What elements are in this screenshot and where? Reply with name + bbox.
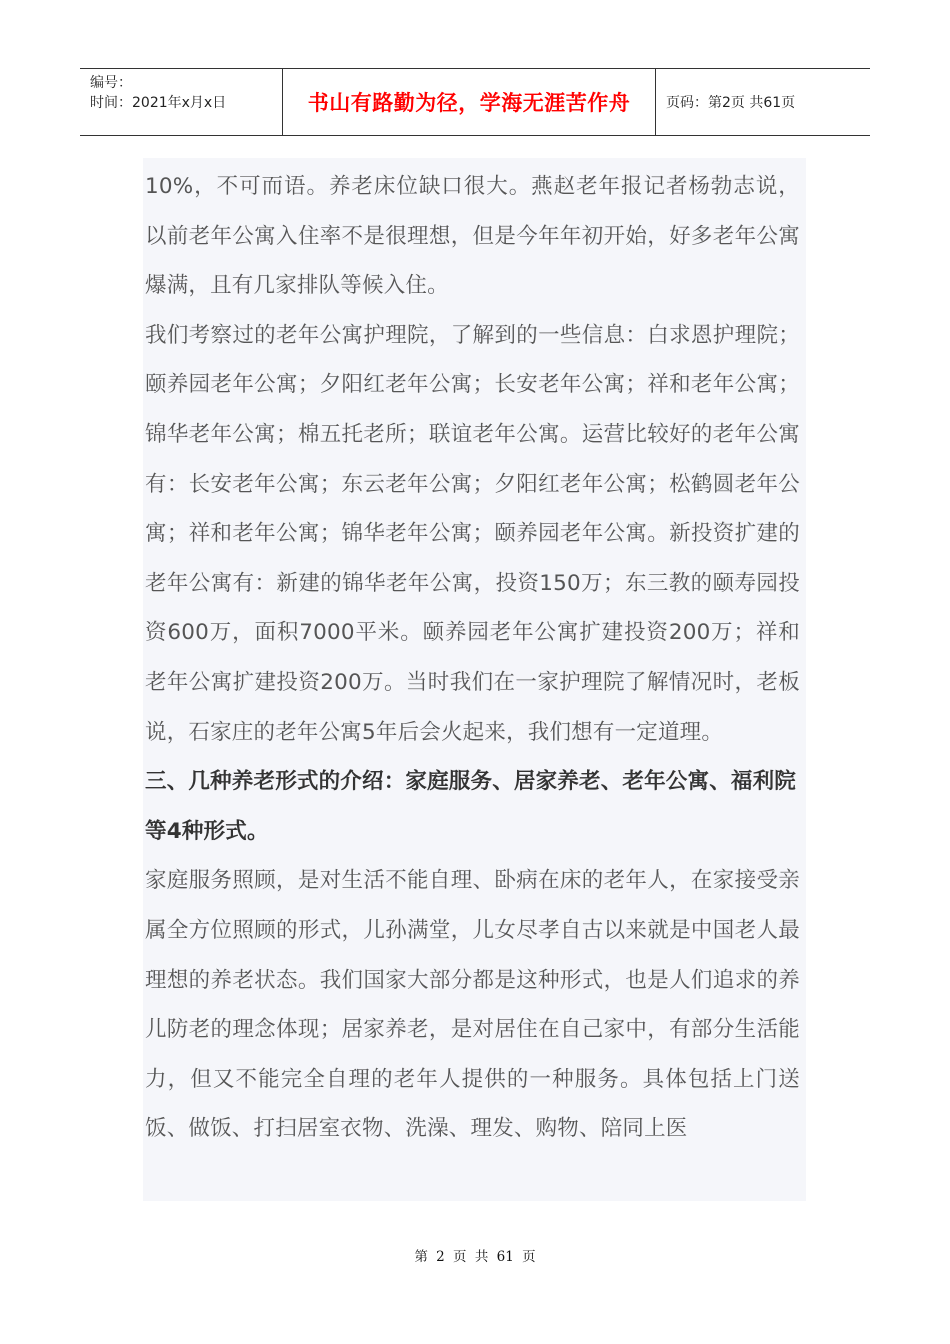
document-number-label: 编号： [90,75,132,91]
header-meta-cell [80,69,283,135]
body-paragraph: 家庭服务照顾，是对生活不能自理、卧病在床的老年人，在家接受亲属全方位照顾的形式，儿孙满堂，儿女尽孝自古以来就是中国老人最理想的养老状态。我们国家大部分都是这种形式，也是人们追求的养儿防老的理念体现；居家养老，是对居住在自己家中，有部分生活能力，但又不能完全自理的老年人提供的一种服务。具体包括上门送饭、做饭、打扫居室衣物、洗澡、理发、购物、陪同上医 [145,868,800,1142]
header-motto-cell [283,69,656,135]
header-motto: 书山有路勤为径，学海无涯苦作舟 [307,90,631,115]
section-heading: 三、几种养老形式的介绍：家庭服务、居家养老、老年公寓、福利院等4种形式。 [145,769,797,844]
body-paragraph: 我们考察过的老年公寓护理院，了解到的一些信息：白求恩护理院；颐养园老年公寓；夕阳红老年公寓；长安老年公寓；祥和老年公寓；锦华老年公寓；棉五托老所；联谊老年公寓。运营比较好的老年公寓有：长安老年公寓；东云老年公寓；夕阳红老年公寓；松鹤圆老年公寓；祥和老年公寓；锦华老年公寓；颐养园老年公寓。新投资扩建的老年公寓有：新建的锦华老年公寓，投资150万；东三教的颐寿园投资600万，面积7000平米。颐养园老年公寓扩建投资200万；祥和老年公寓扩建投资200万。当时我们在一家护理院了解情况时，老板说，石家庄的老年公寓5年后会火起来，我们想有一定道理。 [145,322,800,745]
header-page-cell [656,69,870,135]
page-footer [0,1245,950,1265]
document-date: 时间：2021年x月x日 [90,95,227,111]
footer-page-number: 第 2 页 共 61 页 [414,1249,536,1265]
body-paragraph: 10%，不可而语。养老床位缺口很大。燕赵老年报记者杨勃志说，以前老年公寓入住率不是很理想，但是今年年初开始，好多老年公寓爆满，且有几家排队等候入住。 [145,174,800,299]
header-page-info: 页码：第2页 共61页 [666,95,796,111]
document-body [143,158,806,1201]
body-text-block [145,162,800,1154]
document-header [80,68,870,136]
